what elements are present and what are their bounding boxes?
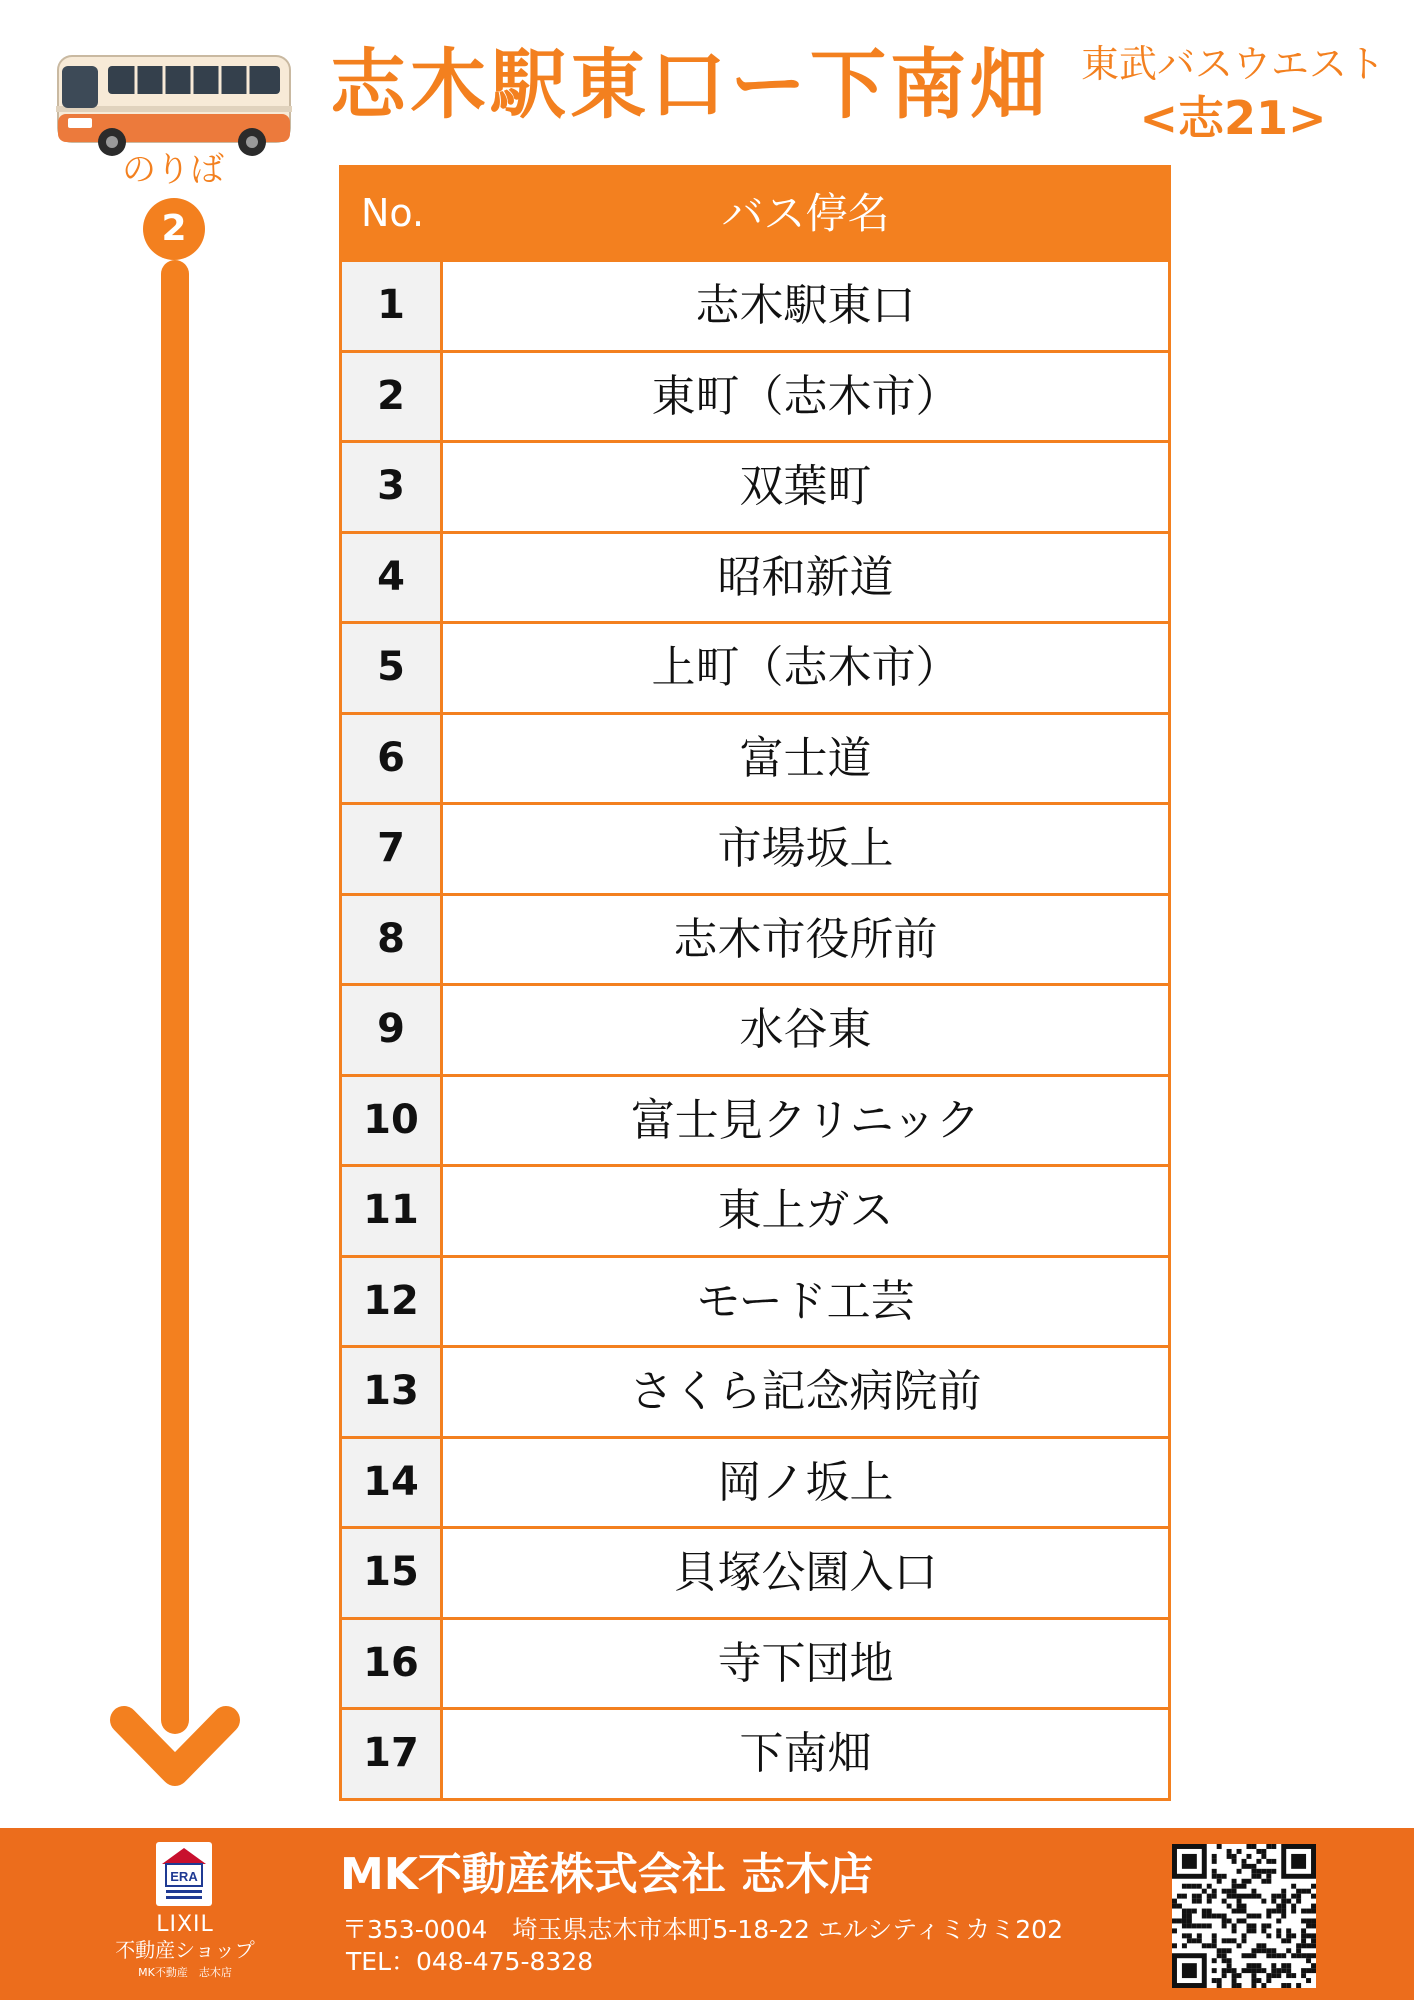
table-row: [342, 712, 1168, 803]
svg-text:ERA: ERA: [170, 1869, 198, 1884]
table-row: [342, 1074, 1168, 1165]
table-row: [342, 983, 1168, 1074]
page-title: 志木駅東口ー下南畑: [330, 40, 1050, 129]
shop-logo-text: 不動産ショップ: [115, 1938, 255, 1962]
stop-number: 3: [342, 443, 443, 531]
stop-name: 志木駅東口: [695, 280, 916, 331]
column-header-stop-name: バス停名: [721, 189, 890, 238]
stop-name: 上町（志木市）: [651, 642, 960, 693]
stop-name: 東上ガス: [717, 1185, 894, 1236]
stop-number: 8: [342, 896, 443, 984]
stop-number: 6: [342, 715, 443, 803]
table-row: [342, 350, 1168, 441]
table-row: [342, 802, 1168, 893]
table-row: [342, 1164, 1168, 1255]
table-row: [342, 1436, 1168, 1527]
stop-name: 寺下団地: [717, 1637, 894, 1689]
down-arrow-icon: [110, 250, 240, 1790]
noriba-label: のりば: [122, 150, 224, 190]
table-row: [342, 440, 1168, 531]
stop-name: 東町（志木市）: [651, 370, 960, 422]
stop-name: 富士道: [739, 732, 872, 784]
stop-number: 2: [342, 353, 443, 441]
column-header-no: No.: [360, 191, 425, 235]
qr-code: [1172, 1844, 1316, 1988]
stop-name: 下南畑: [739, 1728, 872, 1779]
stop-name: 双葉町: [739, 461, 872, 512]
company-name: MK不動産株式会社 志木店: [340, 1849, 874, 1900]
table-header: [342, 168, 1168, 259]
table-row: [342, 531, 1168, 622]
stop-number: 16: [342, 1620, 443, 1708]
table-row: [342, 893, 1168, 984]
stop-name: 貝塚公園入口: [673, 1547, 938, 1598]
stop-number: 5: [342, 624, 443, 712]
stop-number: 7: [342, 805, 443, 893]
stop-number: 17: [342, 1710, 443, 1798]
table-row: [342, 621, 1168, 712]
stop-number: 9: [342, 986, 443, 1074]
stop-name: 昭和新道: [717, 551, 894, 603]
stop-number: 11: [342, 1167, 443, 1255]
stop-number: 14: [342, 1439, 443, 1527]
stop-number: 12: [342, 1258, 443, 1346]
stop-name: 富士見クリニック: [630, 1094, 981, 1146]
stop-name: 志木市役所前: [673, 913, 938, 965]
table-row: [342, 1617, 1168, 1708]
stop-number: 1: [342, 262, 443, 350]
shop-branch-text: MK不動産 志木店: [138, 1966, 232, 1979]
footer-bar: [0, 1828, 1414, 2000]
lixil-logo-text: LIXIL: [156, 1912, 214, 1937]
stop-number: 4: [342, 534, 443, 622]
bus-illustration: [52, 48, 297, 156]
stop-number: 10: [342, 1077, 443, 1165]
stop-name: 岡ノ坂上: [717, 1456, 894, 1508]
table-row: [342, 1255, 1168, 1346]
operator-name: 東武バスウエスト: [1080, 42, 1385, 86]
stop-name: 市場坂上: [717, 823, 894, 874]
stop-name: モード工芸: [696, 1275, 915, 1327]
table-row: [342, 1707, 1168, 1798]
table-row: [342, 259, 1168, 350]
bus-stop-table: [339, 165, 1171, 1801]
route-number: <志21>: [1139, 91, 1327, 145]
company-phone: TEL：048-475-8328: [346, 1947, 594, 1976]
stop-name: さくら記念病院前: [629, 1366, 982, 1417]
table-row: [342, 1526, 1168, 1617]
era-logo: [156, 1842, 212, 1906]
noriba-number-badge: 2: [143, 198, 205, 260]
table-row: [342, 1345, 1168, 1436]
stop-name: 水谷東: [739, 1004, 872, 1055]
stop-number: 15: [342, 1529, 443, 1617]
stop-number: 13: [342, 1348, 443, 1436]
company-address: 〒353-0004 埼玉県志木市本町5-18-22 エルシティミカミ202: [342, 1915, 1063, 1944]
